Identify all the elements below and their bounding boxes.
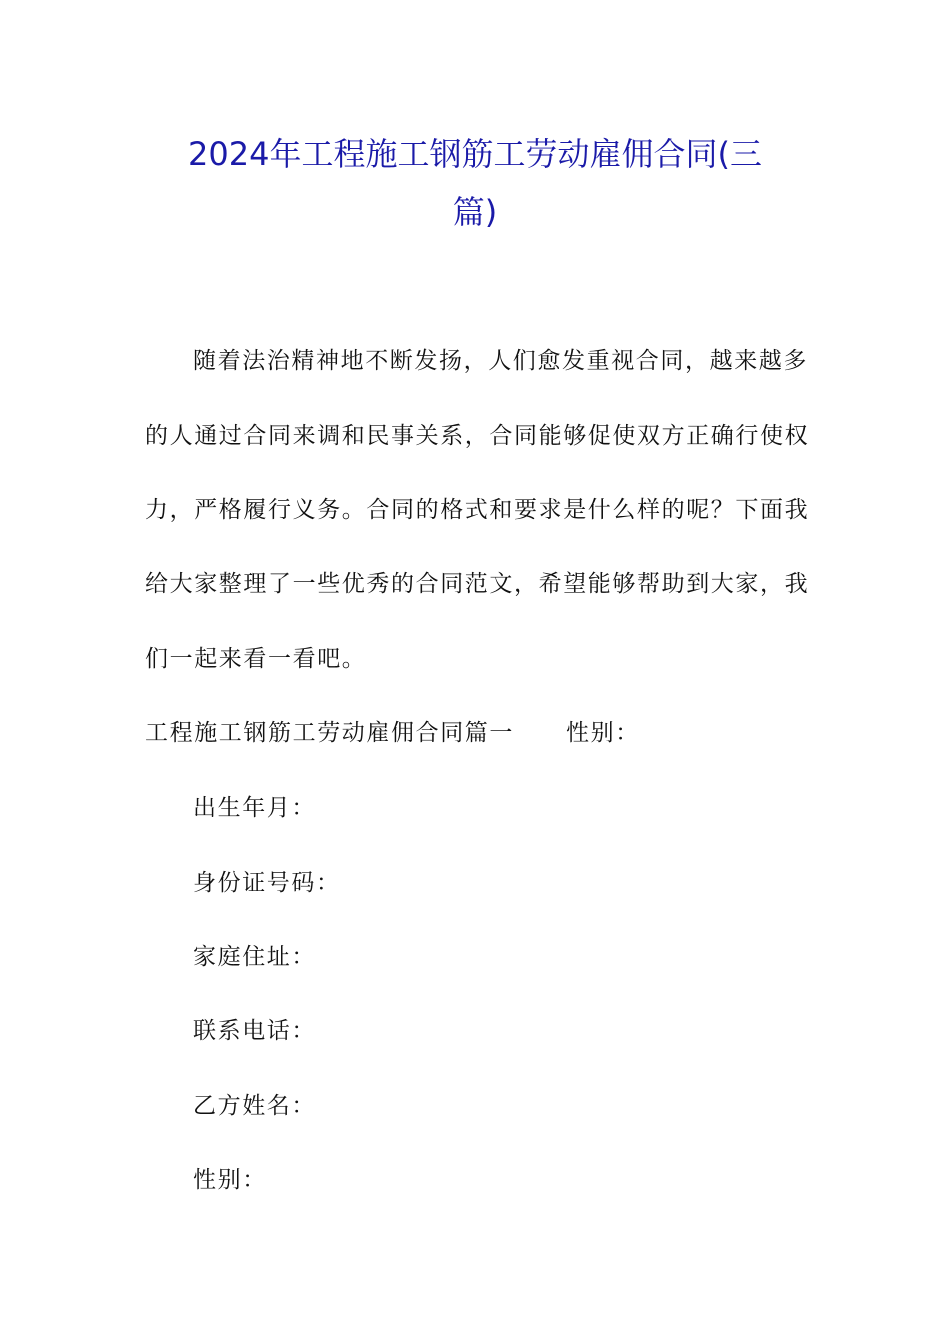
- party-b-name-field-label: 乙方姓名：: [193, 1093, 316, 1119]
- id-number-field-label: 身份证号码：: [193, 870, 341, 896]
- phone-field-label: 联系电话：: [193, 1018, 316, 1044]
- party-b-gender-field-label: 性别：: [193, 1167, 267, 1193]
- intro-line-1: 随着法治精神地不断发扬，人们愈发重视合同，越来越多: [193, 348, 808, 374]
- home-address-field-label: 家庭住址：: [193, 944, 316, 970]
- birth-date-field-label: 出生年月：: [193, 795, 316, 821]
- intro-line-4: 给大家整理了一些优秀的合同范文，希望能够帮助到大家，我: [145, 571, 810, 597]
- section-heading-row: [145, 720, 640, 746]
- gender-field-label: 性别：: [566, 720, 640, 746]
- document-title-line-2: 篇): [452, 193, 498, 231]
- section-heading: 工程施工钢筋工劳动雇佣合同篇一: [145, 720, 514, 746]
- intro-line-5: 们一起来看一看吧。: [145, 646, 367, 672]
- intro-line-2: 的人通过合同来调和民事关系，合同能够促使双方正确行使权: [145, 423, 810, 449]
- document-title-line-1: 2024年工程施工钢筋工劳动雇佣合同(三: [188, 135, 762, 173]
- intro-line-3: 力，严格履行义务。合同的格式和要求是什么样的呢？下面我: [145, 497, 810, 523]
